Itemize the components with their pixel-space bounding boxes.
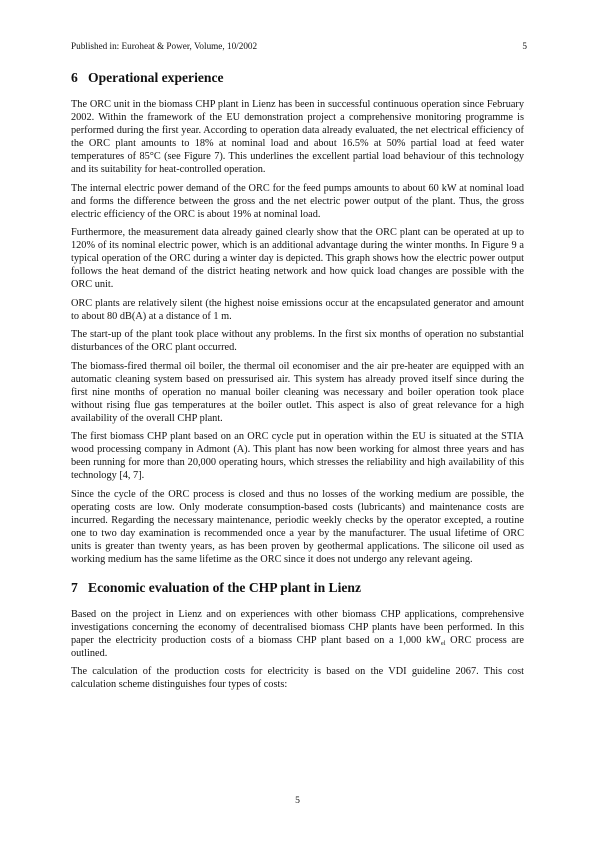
paragraph-text: based on a 1,000 kW [346, 634, 441, 646]
paragraph: The ORC unit in the biomass CHP plant in Lienz has been in successful continuous operation since February 2002. Within the framework of the EU demonstration project a comprehensive monitoring programme is performed during the first year. According to operation data already evaluated, the net electrical efficiency of the ORC plant amounts to 18% at nominal load and about 16.5% at 50% partial load at feed water temperatures of 85°C (see Figure 7). This underlines the excellent partial load behaviour of this technology and its suitability for heat-controlled operation. [71, 99, 524, 175]
paragraph: The biomass-fired thermal oil boiler, the thermal oil economiser and the air pre-heater are equipped with an automatic cleaning system based on pressurised air. This system has already proved itself since during the first nine months of operation no manual boiler cleaning was necessary and boiler operation took place without rising flue gas temperatures at the boiler outlet. This aspect is also of great relevance for a high availability of the overall CHP plant. [71, 360, 524, 424]
header-page-number: 5 [522, 41, 527, 51]
paragraph-text: Based on the project in Lienz and on experiences with other biomass CHP applications, comprehensive investigations concerning the economy of decentralised biomass CHP plants have been performed. In this paper the electricity production costs of a biomass CHP plant [71, 608, 524, 646]
section-title: Economic evaluation of the CHP plant in Lienz [88, 579, 362, 595]
paragraph: The internal electric power demand of the ORC for the feed pumps amounts to about 60 kW at nominal load and forms the difference between the gross and the net electric power output of the plant. Thus, the gross electric efficiency of the ORC is about 19% at nominal load. [71, 182, 524, 220]
paragraph [71, 608, 524, 660]
paragraph: The calculation of the production costs for electricity is based on the VDI guideline 2067. This cost calculation scheme distinguishes four types of costs: [71, 666, 524, 690]
footer-page-number: 5 [295, 795, 300, 806]
paragraph: Since the cycle of the ORC process is closed and thus no losses of the working medium are possible, the operating costs are low. Only moderate consumption-based costs (lubricants) and maintenance costs are incurred. Regarding the necessary maintenance, periodic weekly checks by the operator excepted, a routine one to two day examination is recommended once a year by the manufacturer. The usual lifetime of ORC units is greater than twenty years, as has been proven by geothermal applications. The silicone oil used as working medium has the same lifetime as the ORC since it does not undergo any relevant ageing. [71, 488, 524, 565]
paragraph-text: ORC process are outlined. [71, 634, 524, 659]
paragraph: ORC plants are relatively silent (the highest noise emissions occur at the encapsulated generator and amount to about 80 dB(A) at a distance of 1 m. [71, 297, 524, 322]
paragraph: The first biomass CHP plant based on an ORC cycle put in operation within the EU is situated at the STIA wood processing company in Admont (A). This plant has now been working for almost three years and has been running for more than 20,000 operating hours, which stresses the reliability and high availability of this technology [4, 7]. [71, 431, 524, 481]
publication-info: Published in: Euroheat & Power, Volume, 10/2002 [71, 41, 258, 51]
paragraph: The start-up of the plant took place without any problems. In the first six months of operation no substantial disturbances of the ORC plant occurred. [71, 329, 524, 353]
paragraph: Furthermore, the measurement data already gained clearly show that the ORC plant can be operated at up to 120% of its nominal electric power, which is an additional advantage during the winter months. In Figure 9 a typical operation of the ORC during a winter day is depicted. This graph shows how the electric power output follows the heat demand of the district heating network and how quick load changes are possible with the ORC unit. [71, 227, 524, 290]
section-title: Operational experience [88, 70, 224, 85]
subscript-el: el [440, 639, 446, 647]
main-content [71, 69, 524, 697]
section-number: 6 [71, 70, 78, 85]
section-heading-operational-experience [71, 69, 524, 87]
running-header [71, 40, 527, 52]
section-heading-economic-evaluation [71, 579, 524, 597]
section-number: 7 [71, 579, 78, 595]
